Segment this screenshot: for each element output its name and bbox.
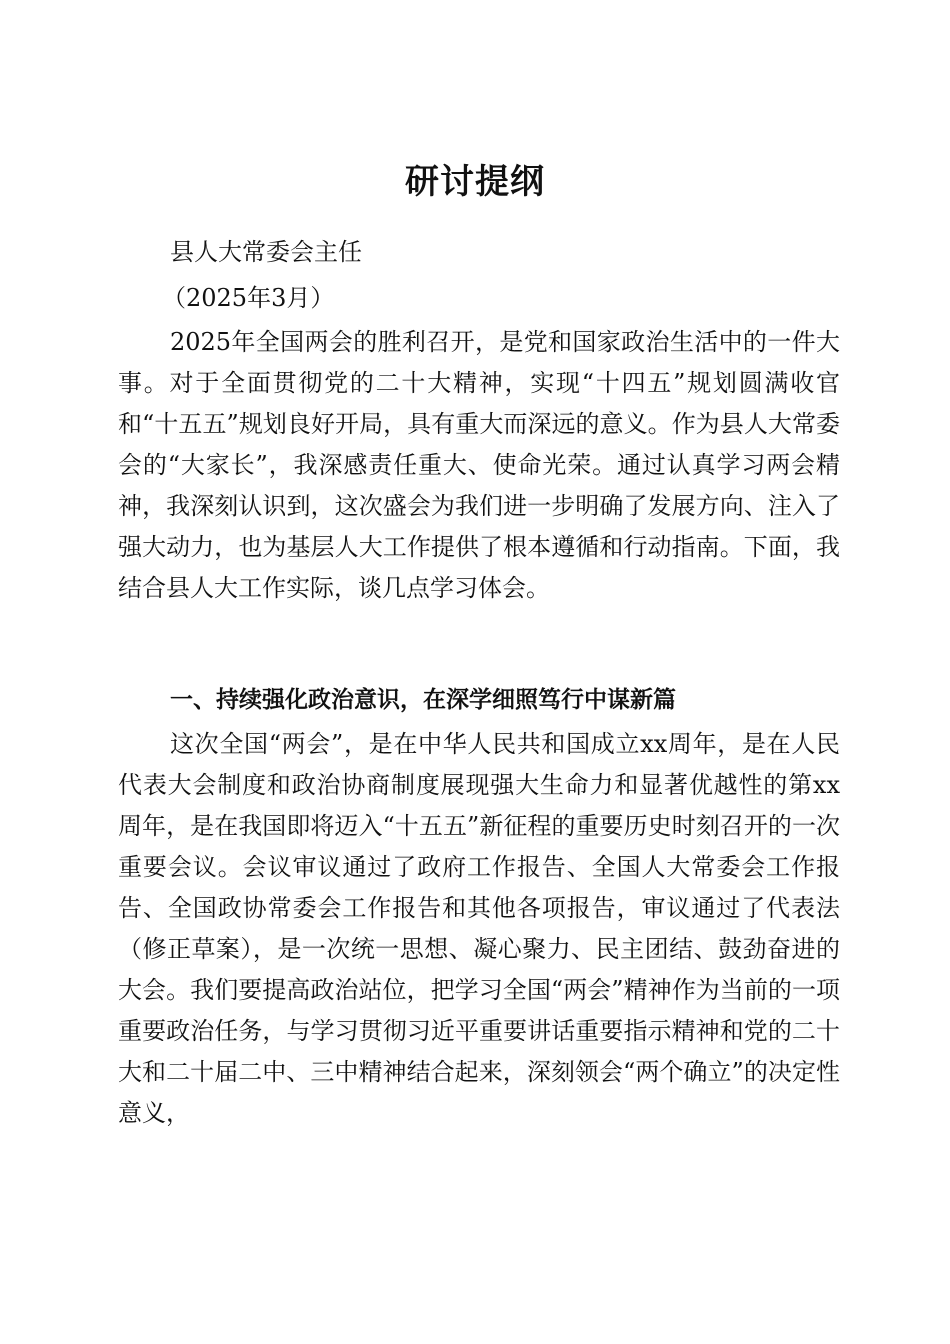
section-heading-1: 一、持续强化政治意识，在深学细照笃行中谋新篇 xyxy=(170,687,676,713)
document-title: 研讨提纲 xyxy=(405,161,545,202)
date-line: （2025年3月） xyxy=(162,284,335,312)
author-line: 县人大常委会主任 xyxy=(170,238,362,266)
intro-paragraph: 2025年全国两会的胜利召开，是党和国家政治生活中的一件大事。对于全面贯彻党的二十大精神，实现“十四五”规划圆满收官和“十五五”规划良好开局，具有重大而深远的意义。作为县人大常委会的“大家长”，我深感责任重大、使命光荣。通过认真学习两会精神，我深刻认识到，这次盛会为我们进一步明确了发展方向、注入了强大动力，也为基层人大工作提供了根本遵循和行动指南。下面，我结合县人大工作实际，谈几点学习体会。 xyxy=(118,328,840,602)
section-1-paragraph: 这次全国“两会”，是在中华人民共和国成立xx周年，是在人民代表大会制度和政治协商制度展现强大生命力和显著优越性的第xx周年，是在我国即将迈入“十五五”新征程的重要历史时刻召开的一次重要会议。会议审议通过了政府工作报告、全国人大常委会工作报告、全国政协常委会工作报告和其他各项报告，审议通过了代表法（修正草案），是一次统一思想、凝心聚力、民主团结、鼓劲奋进的大会。我们要提高政治站位，把学习全国“两会”精神作为当前的一项重要政治任务，与学习贯彻习近平重要讲话重要指示精神和党的二十大和二十届二中、三中精神结合起来，深刻领会“两个确立”的决定性意义， xyxy=(118,730,840,1127)
